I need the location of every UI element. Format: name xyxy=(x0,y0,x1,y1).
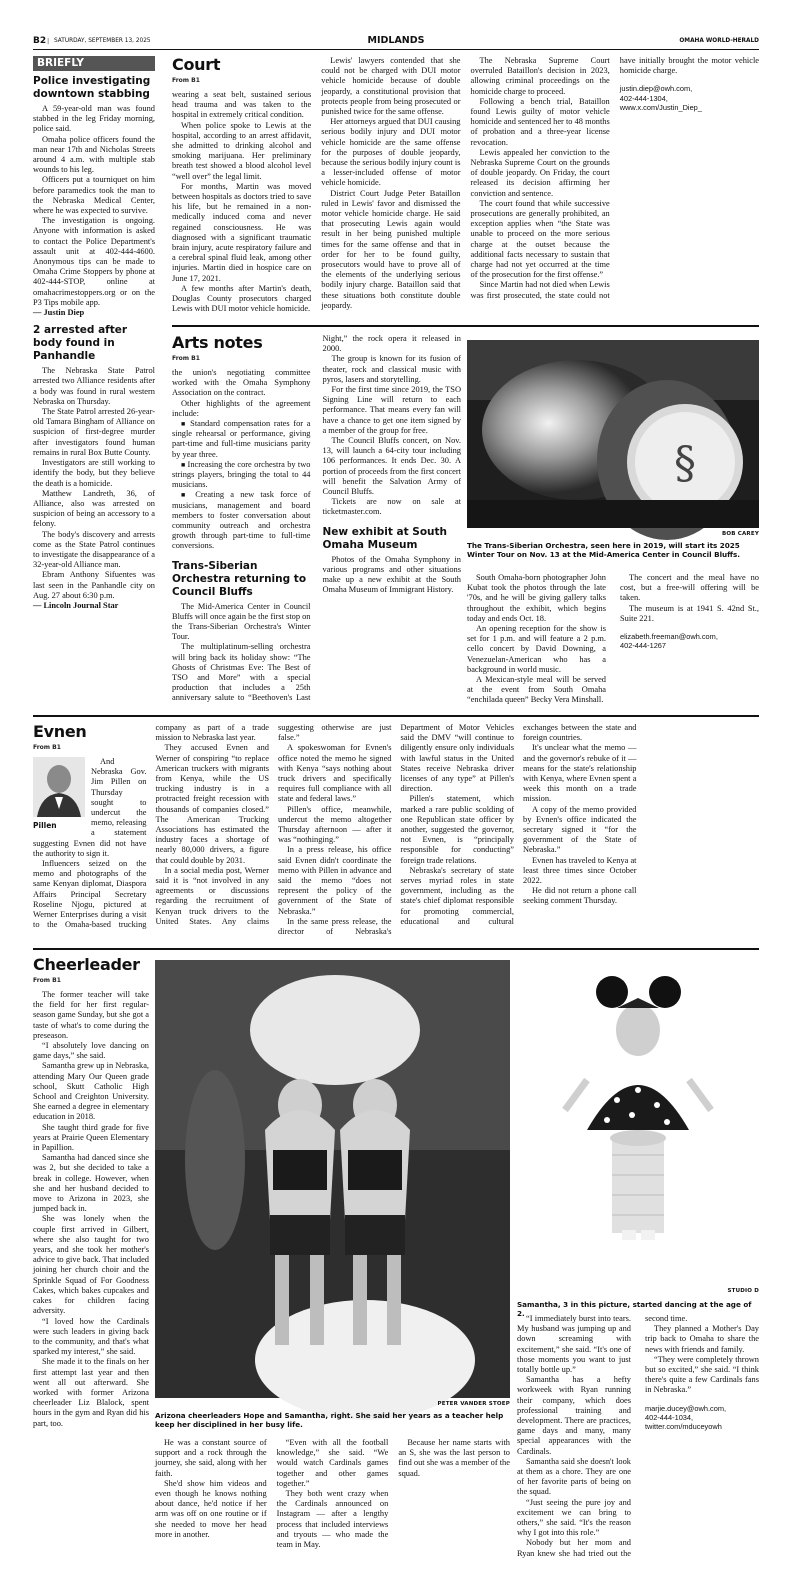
paragraph: The Nebraska State Patrol arrested two Alliance residents after a body was found in rural western Nebraska on Thursday. xyxy=(33,366,155,406)
paragraph: Other highlights of the agreement include: xyxy=(172,398,311,418)
social-link[interactable]: twitter.com/mduceyowh xyxy=(645,1422,722,1432)
bullet-item: ■ Creating a new task force of musicians, management and board members to foster conversation about community outreach and orchestra growth through part-time to full-time conversions. xyxy=(172,490,311,551)
paragraph: “I immediately burst into tears. My husband was jumping up and down screaming with excitement,” she said. “It's one of those moments you want to just totally bottle up.” xyxy=(517,1314,631,1375)
cheer-jump: From B1 xyxy=(33,977,61,984)
court-story xyxy=(172,56,759,318)
paragraph: He did not return a phone call seeking comment Thursday. xyxy=(523,886,637,906)
tso-photo-credit: BOB CAREY xyxy=(721,531,759,537)
social-link[interactable]: www.x.com/Justin_Diep_ xyxy=(619,103,702,113)
briefly-story1-body xyxy=(33,104,155,318)
cheer-photo-caption: Arizona cheerleaders Hope and Samantha, right. She said her years as a teacher help keep her disciplined in her busy life. xyxy=(155,1411,504,1429)
paragraph: She taught third grade for five years at Prairie Queen Elementary in Papillion. xyxy=(33,1122,149,1153)
paragraph: Because her name starts with an S, she was the last person to find out she was a member of the squad. xyxy=(398,1438,510,1478)
childhood-photo-image xyxy=(517,960,759,1282)
paragraph: Her attorneys argued that DUI causing serious bodily injury and DUI motor vehicle homicide are the same offense for the purposes of double jeopardy, because the serious bodily injury count is a lesser-included offense of motor vehicle homicide. xyxy=(321,117,461,188)
arts-headline: Arts notes xyxy=(172,333,263,352)
paragraph: It's unclear what the memo — and the governor's rebuke of it — means for the state's relationship with Kenya, where Evnen spent a week this month on a trade mission. xyxy=(523,743,637,804)
arts-museum-continued xyxy=(467,573,759,709)
header-date: SATURDAY, SEPTEMBER 13, 2025 xyxy=(54,38,151,44)
cheer-right xyxy=(517,1314,759,1562)
childhood-photo-credit: STUDIO D xyxy=(727,1288,759,1294)
page-header xyxy=(33,36,759,48)
court-jump: From B1 xyxy=(172,77,200,84)
paragraph: Lewis appealed her conviction to the Nebraska Supreme Court on the grounds of double jeopardy. On Friday, the court released its decision affirming her conviction and sentence. xyxy=(470,147,610,198)
pillen-mugshot xyxy=(33,757,85,831)
paragraph: Influencers seized on the memo and photographs of the same Kenyan diplomat, Diaspora Affairs Principal Secretary Roseline Njogu, pictured at Werner Enterprises during a visit to the Omaha-based trucking company as part of a trade mission to Nebraska last year. xyxy=(33,723,269,930)
paragraph: The investigation is ongoing. Anyone with information is asked to contact the Police Department's assault unit at 402-444-4600. Anonymous tips can be made to Omaha Crime Stoppers by phone at 402-444-STOP, online at omahacrimestoppers.org or on the P3 Tips mobile app. xyxy=(33,216,155,307)
briefly-story1-headline: Police investigating downtown stabbing xyxy=(33,75,151,100)
paragraph: Tickets are now on sale at ticketmaster.com. xyxy=(322,497,461,517)
paragraph: The former teacher will take the field for her first regular-season game Sunday, but she got a taste of what's to come during the preseason. xyxy=(33,990,149,1040)
cheerleaders-photo-image xyxy=(155,960,510,1398)
paragraph: A spokeswoman for Evnen's office noted the memo he signed with Kenya “says nothing about truck drivers and specifically requires full compliance with all state and federal laws.” xyxy=(278,743,392,804)
paragraph: The concert and the meal have no cost, but a free-will offering will be taken. xyxy=(620,573,759,603)
court-signature xyxy=(620,84,759,112)
paragraph: Evnen has traveled to Kenya at least three times since October 2022. xyxy=(523,855,637,886)
paragraph: Pillen's statement, which marked a rare public scolding of one Republican state officer by another, suggested the governor, not Evnen, is “principally responsible for conducting” foreign trade relations. xyxy=(400,794,514,865)
cheer-body-col1 xyxy=(33,990,149,1429)
paragraph: A Mexican-style meal will be served at the event from South Omaha “enchilada queen” Becky Vera Minshall. xyxy=(467,675,606,705)
paragraph: Photos of the Omaha Symphony in various programs and other situations make up a new exhibit at the South Omaha Museum of Immigrant History. xyxy=(322,554,461,595)
paragraph: Following a bench trial, Bataillon found Lewis guilty of motor vehicle homicide and sentenced her to 48 months of probation and a three-year license revocation. xyxy=(470,96,610,147)
arts-subhead-tso: Trans-Siberian Orchestra returning to Council Bluffs xyxy=(172,559,307,598)
paragraph: District Court Judge Peter Bataillon ruled in Lewis' favor and dismissed the motor vehicle homicide charge. He said that prosecuting Lewis again would result in her being punished multiple times for the same offense and that in order for her to be found guilty, prosecutors would have to prove all of the elements of the underlying serious bodily injury charge. Bataillon said that these situations both constitute double jeopardy. xyxy=(321,188,461,310)
paragraph: He was a constant source of support and a rock through the journey, she said, along with her faith. xyxy=(155,1438,267,1478)
paragraph: They planned a Mother's Day trip back to Omaha to share the news with friends and family. xyxy=(645,1324,759,1354)
briefly-column xyxy=(33,56,155,706)
childhood-photo-caption: Samantha, 3 in this picture, started dancing at the age of 2. xyxy=(517,1300,752,1318)
tso-photo-image xyxy=(467,340,759,528)
cheer-signature xyxy=(645,1404,759,1432)
paragraph: The Nebraska Supreme Court overruled Bataillon's decision in 2023, allowing criminal proceedings on the homicide charge to proceed. xyxy=(470,56,610,96)
pillen-photo xyxy=(33,757,85,817)
paragraph: They accused Evnen and Werner of conspiring “to replace American truckers with migrants from Kenya, while the US trucking industry is in a protracted freight recession with thousands of companies closed.” The American Trucking Associations has estimated the industry faces a shortage of nearly 80,000 drivers, a figure that could double by 2031. xyxy=(155,743,269,865)
arts-subhead-museum: New exhibit at South Omaha Museum xyxy=(322,525,448,551)
paragraph: wearing a seat belt, sustained serious head trauma and was taken to the hospital in extremely critical condition. xyxy=(172,90,312,120)
paragraph: Since Martin had not died when Lewis was first prosecuted, the state could not have initially brought the motor vehicle homicide charge. xyxy=(470,56,759,300)
paragraph: A few months after Martin's death, Douglas County prosecutors charged Lewis with DUI motor vehicle homicide. xyxy=(172,283,312,314)
bullet-item: ■ Standard compensation rates for a single rehearsal or performance, giving part-time and full-time musicians parity by year three. xyxy=(172,419,311,460)
paragraph: Samantha said she doesn't look at them as a chore. They are one of her favorite parts of being on the squad. xyxy=(517,1456,631,1497)
email-link[interactable]: justin.diep@owh.com, xyxy=(619,84,693,94)
childhood-photo xyxy=(517,960,759,1282)
paragraph: A 59-year-old man was found stabbed in the leg Friday morning, police said. xyxy=(33,104,155,134)
paragraph: She was lonely when the couple first arrived in Gilbert, where she also taught for two years, and she took her mother's advice to give back. That included joining her church choir and the Sprinkle Squad of For Goodness Cakes, which bakes cupcakes and cakes for children facing adversity. xyxy=(33,1214,149,1316)
paragraph: the union's negotiating committee worked with the Omaha Symphony Association on the contract. xyxy=(172,368,311,398)
header-rule xyxy=(33,49,759,50)
phone: 402-444-1304, xyxy=(619,93,668,103)
paragraph: In a social media post, Werner said it is “not involved in any agreements or discussions regarding the recruitment of Kenyan truck drivers to the United States. Any claims suggesting otherwise are just false.” xyxy=(155,723,392,926)
email-link[interactable]: marjie.ducey@owh.com, xyxy=(645,1403,727,1413)
byline: — Lincoln Journal Star xyxy=(33,600,119,610)
paragraph: The Council Bluffs concert, on Nov. 13, will launch a 64-city tour including 106 performances. It ends Dec. 30. A portion of proceeds from the first concert will benefit the Salvation Army of Council Bluffs. xyxy=(322,436,461,497)
paragraph: And Nebraska Gov. Jim Pillen on Thursday sought to undercut the memo, releasing a statement suggesting Evnen did not have the authority to sign it. xyxy=(33,757,147,858)
page-number: B2 xyxy=(33,36,47,46)
paragraph: “I absolutely love dancing on game days,” she said. xyxy=(33,1041,149,1061)
header-divider: | xyxy=(47,37,50,45)
paragraph: “Just seeing the pure joy and excitement we can bring to others,” she said. “It's the reason why I got into this role.” xyxy=(517,1497,631,1538)
arts-signature xyxy=(620,632,759,651)
paragraph: Samantha has a hefty workweek with Ryan running their company, which does professional training and development. There are practices, game days and many, many special appearances with the Cardinals. xyxy=(517,1375,631,1456)
svg-text:§: § xyxy=(674,438,696,489)
paragraph: In a press release, his office said Evnen didn't coordinate the memo with Pillen in advance and said the memo “does not represent the policy of the government of the State of Nebraska.” xyxy=(278,845,392,916)
paragraph: An opening reception for the show is set for 1 p.m. and will feature a 2 p.m. cello concert by David Downing, a Venezuelan-American who has a background in world music. xyxy=(467,624,606,674)
mugshot-label: Pillen xyxy=(33,821,57,831)
bullet-item: ■ Increasing the core orchestra by two strings players, bringing the total to 44 musicians. xyxy=(172,460,311,491)
paragraph: Officers put a tourniquet on him before paramedics took the man to the Nebraska Medical Center, where he was expected to survive. xyxy=(33,175,155,216)
paragraph: The multiplatinum-selling orchestra will bring back its holiday show: “The Ghosts of Christmas Eve: The Best of TSO and More” with a special production that includes a 25th anniversary salute to “Beethoven's Last Night,” the rock opera it released in 2000. xyxy=(172,334,461,703)
paragraph: For the first time since 2019, the TSO Signing Line will return to each performance. That means every fan will have a chance to get one item signed by a member of the group for free. xyxy=(322,385,461,435)
paragraph: When police spoke to Lewis at the hospital, according to an arrest affidavit, she admitted to drinking alcohol and smoking marijuana. Her preliminary breath test showed a blood alcohol level “well over” the legal limit. xyxy=(172,120,312,181)
paragraph: Pillen's office, meanwhile, undercut the memo altogether Thursday afternoon — after it was “nothinging.” xyxy=(278,804,392,845)
cheer-headline: Cheerleader xyxy=(33,955,140,974)
cheer-photo-credit: PETER VANDER STOEP xyxy=(437,1401,510,1407)
paragraph: Lewis' lawyers contended that she could not be charged with DUI motor vehicle homicide because of double jeopardy, a constitutional provision that protects people from being prosecuted or punished twice for the same offense. xyxy=(321,56,461,117)
paragraph: Ebram Anthony Sifuentes was last seen in the Panhandle city on Aug. 27 about 6:30 p.m. xyxy=(33,570,155,600)
paragraph: She'd show him videos and even though he knows nothing about dance, he'd notice if her arm was off on one routine or if she needed to move her head more in another. xyxy=(155,1478,267,1539)
arts-body xyxy=(172,368,311,552)
paragraph: Samantha had danced since she was 2, but she decided to take a break in college. However, when she and her husband decided to move to Arizona in 2023, she jumped back in. xyxy=(33,1153,149,1214)
paragraph: For months, Martin was moved between hospitals as doctors tried to save his life, but he remained in a non-medically induced coma and never regained consciousness. He was diagnosed with a significant traumatic brain injury, acute respiratory failure and a cerebral spinal fluid leak, among other injuries. Martin died in hospice care on June 17, 2021. xyxy=(172,181,312,283)
arts-museum-body-part1 xyxy=(323,555,462,596)
cheer-under-photo xyxy=(155,1438,510,1560)
arts-story xyxy=(172,334,461,706)
paragraph: In the same press release, the director of Nebraska's Department of Motor Vehicles said the DMV “will continue to diligently ensure only individuals with lawful status in the United States receive Nebraska driver licenses of any type” at Pillen's direction. xyxy=(278,723,514,937)
paragraph: A copy of the memo provided by Evnen's office indicated the secretary signed it “for the government of the State of Nebraska.” xyxy=(523,804,637,855)
briefly-story2-body xyxy=(33,366,155,611)
byline: — Justin Diep xyxy=(33,308,85,318)
paragraph: Omaha police officers found the man near 17th and Nicholas Streets around 4 a.m. with multiple stab wounds to his leg. xyxy=(33,134,155,175)
paragraph: South Omaha-born photographer John Kubat took the photos through the late '70s, and he will be giving gallery talks throughout the exhibit, which begins today and ends Oct. 18. xyxy=(467,573,606,623)
evnen-body xyxy=(33,723,637,940)
paragraph: The museum is at 1941 S. 42nd St., Suite 221. xyxy=(620,603,759,623)
paragraph: The State Patrol arrested 26-year-old Tamara Bingham of Alliance on suspicion of first-degree murder after investigators found human remains in rural Box Butte County. xyxy=(33,407,155,457)
paragraph: Nobody but her mom and Ryan knew she had tried out the second time. xyxy=(517,1314,688,1558)
tso-photo xyxy=(467,340,759,528)
arts-bottom-rule xyxy=(33,715,759,717)
briefly-story2-headline: 2 arrested after body found in Panhandle xyxy=(33,324,128,363)
evnen-story xyxy=(33,723,759,940)
paragraph: “I loved how the Cardinals were such leaders in giving back to the community, and that's what sparked my interest,” she said. xyxy=(33,1316,149,1357)
paragraph: They both went crazy when the Cardinals announced on Instagram — after a lengthy process that included interviews and tryouts — who made the team in May. xyxy=(276,1489,389,1550)
paragraph: “They were completely thrown but so excited,” she said. “I think there's quite a few Cardinals fans in Nebraska.” xyxy=(645,1354,759,1395)
paragraph: Matthew Landreth, 36, of Alliance, also was arrested on suspicion of being an accessory to a felony. xyxy=(33,488,155,529)
email-link[interactable]: elizabeth.freeman@owh.com, xyxy=(620,632,718,642)
paragraph: Investigators are still working to identify the body, but they believe the death is a homicide. xyxy=(33,458,155,488)
paragraph: The group is known for its fusion of theater, rock and classical music with pyros, lasers and storytelling. xyxy=(322,354,461,384)
paragraph: Nebraska's secretary of state serves myriad roles in state government, including as the state's chief diplomat responsible for promoting commercial, educational and cultural exchanges between the state and foreign countries. xyxy=(400,723,637,926)
briefly-label: BRIEFLY xyxy=(33,56,155,71)
paragraph: The body's discovery and arrests come as the State Patrol continues to investigate the disappearance of a 32-year-old Alliance man. xyxy=(33,529,155,570)
court-body xyxy=(172,56,759,318)
section-name: MIDLANDS xyxy=(367,35,425,46)
phone: 402-444-1034, xyxy=(645,1413,694,1423)
court-headline: Court xyxy=(172,55,221,74)
evnen-headline: Evnen xyxy=(33,722,87,741)
paper-name: OMAHA WORLD-HERALD xyxy=(679,38,759,44)
phone: 402-444-1267 xyxy=(620,641,667,651)
cheer-col1 xyxy=(33,956,149,1556)
paragraph: She made it to the finals on her first attempt last year and then went all out afterward. She worked with former Arizona cheerleader Liz Blalock, spent hours in the gym and Ryan did his part, too. xyxy=(33,1357,149,1428)
cheerleaders-photo xyxy=(155,960,510,1398)
paragraph: Samantha grew up in Nebraska, attending Mary Our Queen grade school, Skutt Catholic High School and Creighton University. She earned a degree in elementary education in 2018. xyxy=(33,1061,149,1122)
paragraph: The court found that while successive prosecutions are generally prohibited, an exception applies when “the State was unable to proceed on the more serious charge at the outset because the additional facts necessary to sustain that charge had not yet occurred at the time of the prosecution for the first offense.” xyxy=(470,198,610,280)
evnen-bottom-rule xyxy=(33,948,759,950)
court-bottom-rule xyxy=(172,325,759,327)
tso-photo-caption: The Trans-Siberian Orchestra, seen here in 2019, will start its 2025 Winter Tour on Nov. 13 at the Mid-America Center in Council Bluffs. xyxy=(467,541,741,559)
paragraph: “Even with all the football knowledge,” she said. “We would watch Cardinals games together and other games together.” xyxy=(276,1438,389,1488)
evnen-jump: From B1 xyxy=(33,744,61,751)
paragraph: The Mid-America Center in Council Bluffs will once again be the first stop on the Trans-Siberian Orchestra's Winter Tour. xyxy=(172,601,311,642)
arts-jump: From B1 xyxy=(172,355,200,362)
